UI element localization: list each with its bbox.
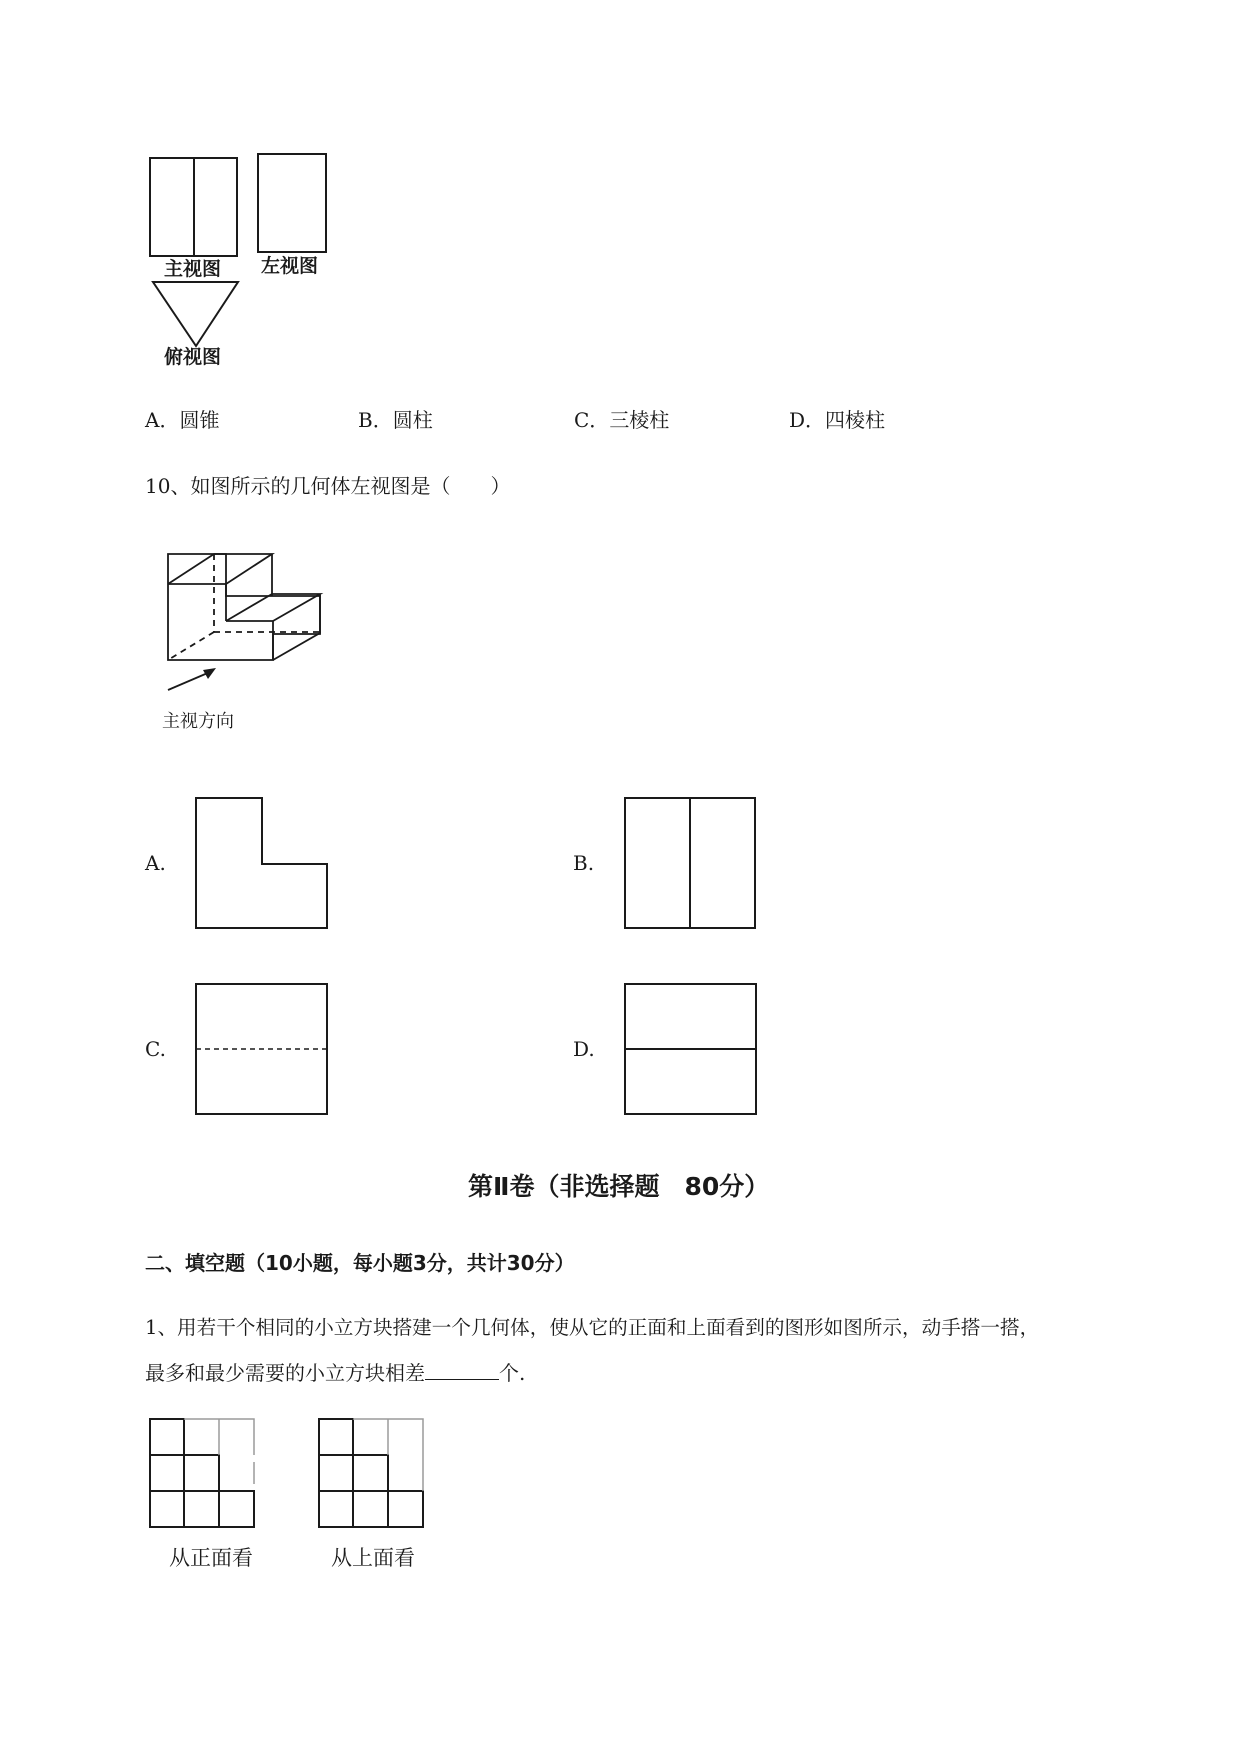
q1-stem-line2-after: 个. [499, 1361, 526, 1385]
q9-option-a-text: 圆锥 [179, 408, 220, 432]
q10-option-a-label[interactable]: A. [145, 851, 166, 875]
q9-option-d-letter: D． [789, 408, 826, 432]
q9-option-a-letter: A． [145, 408, 180, 432]
q9-option-b-letter: B． [358, 408, 393, 432]
q10-option-b-label[interactable]: B. [573, 851, 595, 875]
part2-title: 第Ⅱ卷（非选择题 80分） [468, 1172, 770, 1201]
q9-option-c-text: 三棱柱 [609, 408, 670, 432]
q1-front-view-grid [150, 1419, 254, 1527]
q1-stem-line2-before: 最多和最少需要的小立方块相差 [145, 1361, 425, 1385]
q9-option-c-letter: C． [574, 408, 610, 432]
q9-option-d-text: 四棱柱 [825, 408, 886, 432]
q1-stem-line1: 1、用若干个相同的小立方块搭建一个几何体，使从它的正面和上面看到的图形如图所示，动手搭一搭， [145, 1316, 1040, 1339]
q9-left-view-label: 左视图 [261, 255, 319, 277]
q10-stem: 10、如图所示的几何体左视图是（ ） [145, 474, 511, 498]
q9-option-b-text: 圆柱 [392, 408, 433, 432]
q1-front-view-label: 从正面看 [169, 1546, 253, 1570]
fill-blank-section-heading: 二、填空题（10小题，每小题3分，共计30分） [145, 1251, 575, 1275]
q10-option-c-label[interactable]: C. [145, 1037, 166, 1061]
q1-top-view-label: 从上面看 [331, 1546, 415, 1570]
q1-top-view-grid [319, 1419, 423, 1527]
q9-top-view-label: 俯视图 [164, 346, 222, 368]
q10-option-d-label[interactable]: D. [573, 1037, 595, 1061]
q10-view-direction-label: 主视方向 [162, 711, 234, 732]
q9-front-view-label: 主视图 [164, 258, 222, 280]
